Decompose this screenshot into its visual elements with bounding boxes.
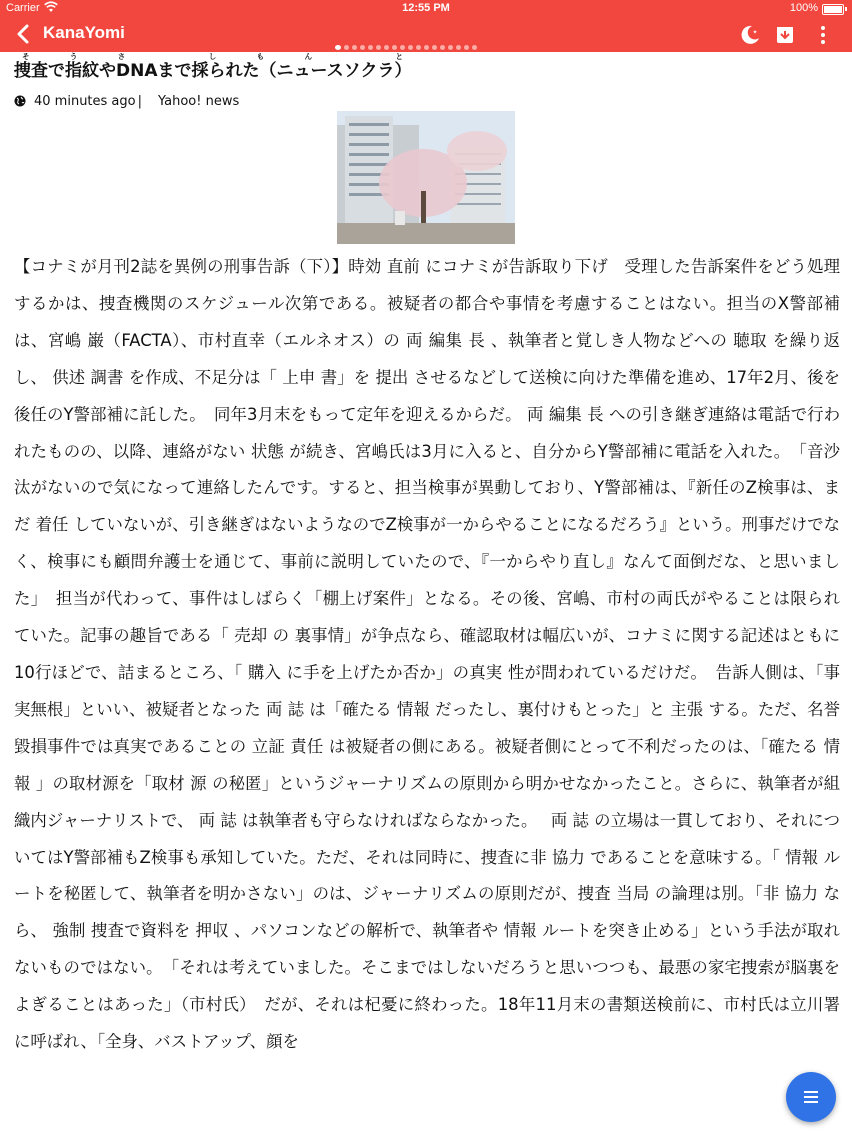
meta-separator: | <box>137 93 142 109</box>
list-icon <box>801 1087 821 1107</box>
article-source[interactable]: Yahoo! news <box>158 93 240 109</box>
page-dot[interactable] <box>368 45 373 50</box>
article-time: 40 minutes ago <box>34 93 136 109</box>
page-dot[interactable] <box>424 45 429 50</box>
page-dot[interactable] <box>464 45 469 50</box>
page-indicator <box>335 45 477 51</box>
more-icon[interactable] <box>811 23 835 47</box>
battery-percent: 100% <box>789 2 818 14</box>
building-photo-graphic <box>337 111 515 244</box>
globe-icon <box>14 95 26 107</box>
headline-text: 捜査で指紋やDNAまで採られた（ニュースソクラ） <box>14 61 412 81</box>
article-body <box>14 249 840 1061</box>
article-meta <box>14 91 239 111</box>
page-dot[interactable] <box>384 45 389 50</box>
status-bar <box>0 0 852 18</box>
page-dot[interactable] <box>352 45 357 50</box>
page-dot[interactable] <box>392 45 397 50</box>
article-body-text: 【コナミが月刊2誌を異例の刑事告訴（下）】時効 直前 にコナミが告訴取り下げ 受理した告訴案件をどう処理するかは、捜査機関のスケジュール次第である。被疑者の都合や事情を考慮することはない。担当のX警部補は、宮嶋 巌（FACTA）、市村直幸（エルネオス）の 両 編集 長 、執筆者と覚しき人物などへの 聴取 を繰り返し、 供述 調書 を作成、不足分は「 上申 書」を 提出 させるなどして送検に向けた準備を進め、17年2月、後を後任のY警部補に託した。 同年3月末をもって定年を迎えるからだ。 両 編集 長 への引き継ぎ連絡は電話で行われたものの、以降、連絡がない 状態 が続き、宮嶋氏は3月に入ると、自分からY警部補に電話を入れた。 「音沙汰がないので気になって連絡したんです。すると、担当検事が異動しており、Y警部補は、『新任のZ検事は、まだ 着任 していないが、引き継ぎはないようなのでZ検事が一からやることになるだろう』という。刑事だけでなく、検事にも顧問弁護士を通じて、事前に説明していたので、『一からやり直し』なんて面倒だな、と思いました」 担当が代わって、事件はしばらく「棚上げ案件」となる。その後、宮嶋、市村の両氏がやることは限られていた。記事の趣旨である「 売却 の 裏事情」が争点なら、確認取材は幅広いが、コナミに関する記述はともに10行ほどで、詰まるところ、「 購入 に手を上げたか否か」の真実 性が問われているだけだ。 告訴人側は、「事実無根」といい、被疑者となった 両 誌 は「確たる 情報 だったし、裏付けもとった」と 主張 する。ただ、名誉毀損事件では真実であることの 立証 責任 は被疑者の側にある。被疑者側にとって不利だったのは、「確たる 情報 」の取材源を「取材 源 の秘匿」というジャーナリズムの原則から明かせなかったこと。さらに、執筆者が組織内ジャーナリストで、 両 誌 は執筆者も守らなければならなかった。 両 誌 の立場は一貫しており、それについてはY警部補もZ検事も承知していた。ただ、それは同時に、捜査に非 協力 であることを意味する。「 情報 ルートを秘匿して、執筆者を明かさない」のは、ジャーナリズムの原則だが、捜査 当局 の論理は別。「非 協力 なら、 強制 捜査で資料を 押収 、パソコンなどの解析で、執筆者や 情報 ルートを突き止める」という手法が取れないものではない。 「それは考えていました。そこまではしないだろうと思いつつも、最悪の家宅捜索が脳裏をよぎることはあった」（市村氏） だが、それは杞憂に終わった。18年11月末の書類送検前に、市村氏は立川署に呼ばれ、「全身、バストアップ、顔を <box>14 257 840 1052</box>
page-dot[interactable] <box>432 45 437 50</box>
page-dot[interactable] <box>344 45 349 50</box>
headline-reading: そうさ しもん と <box>14 52 412 61</box>
page-dot[interactable] <box>448 45 453 50</box>
page-dot[interactable] <box>376 45 381 50</box>
page-dot[interactable] <box>408 45 413 50</box>
page-dot[interactable] <box>456 45 461 50</box>
battery-icon <box>822 4 844 15</box>
save-icon[interactable] <box>773 23 797 47</box>
furigana-menu-button[interactable] <box>786 1072 836 1122</box>
status-time: 12:55 PM <box>402 2 450 14</box>
article-photo <box>337 111 515 244</box>
page-dot[interactable] <box>440 45 445 50</box>
page-dot[interactable] <box>335 45 341 50</box>
battery-tip <box>845 7 847 11</box>
nav-bar <box>0 18 852 52</box>
page-dot[interactable] <box>472 45 477 50</box>
page-dot[interactable] <box>400 45 405 50</box>
night-mode-icon[interactable] <box>738 23 762 47</box>
article-container <box>14 52 842 1052</box>
page-dot[interactable] <box>416 45 421 50</box>
article-headline <box>14 52 842 90</box>
app-title: KanaYomi <box>43 23 125 42</box>
back-icon[interactable] <box>14 21 34 47</box>
carrier-label: Carrier <box>6 2 40 14</box>
page-dot[interactable] <box>360 45 365 50</box>
